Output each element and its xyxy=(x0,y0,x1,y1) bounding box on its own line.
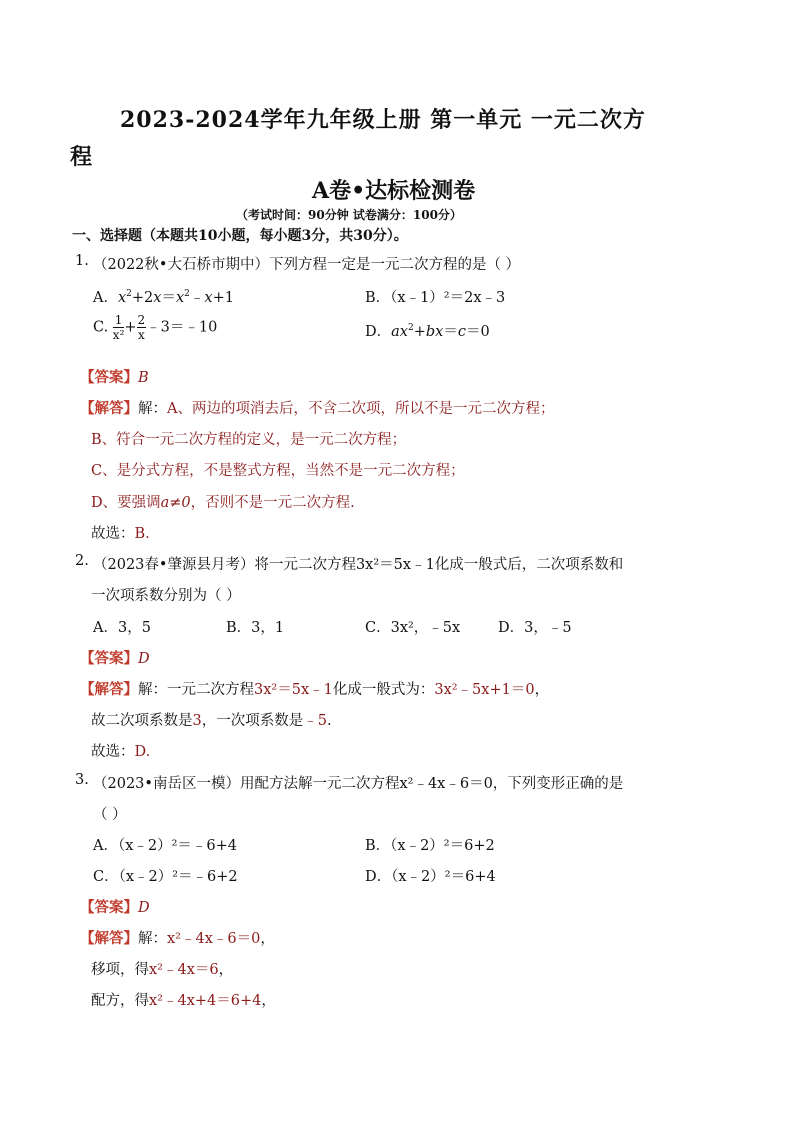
q2-answer: 【答案】D xyxy=(80,650,150,667)
q2-option-c: C．3x²，﹣5x xyxy=(365,620,461,636)
doc-title-line1: 2023-2024学年九年级上册 第一单元 一元二次方 xyxy=(120,107,646,133)
q1-solution-line2: B、符合一元二次方程的定义，是一元二次方程； xyxy=(91,432,407,448)
q1-number: 1. xyxy=(75,253,89,269)
q2-solution-line2: 故二次项系数是3，一次项系数是﹣5. xyxy=(91,713,332,729)
q2-option-d: D．3，﹣5 xyxy=(498,620,572,636)
doc-title-line2: 程 xyxy=(70,144,94,170)
q2-text-line2: 一次项系数分别为（ ） xyxy=(91,588,241,604)
q2-number: 2. xyxy=(75,553,89,569)
q3-option-a: A．（x﹣2）²＝﹣6+4 xyxy=(93,838,238,854)
q1-option-a: A．$x^2+2x=x^2﹣x+1$ xyxy=(93,289,234,306)
fraction-2-over-x: $\frac{2}{x}$ xyxy=(137,313,146,342)
q1-option-b: B．（x﹣1）²＝2x﹣3 xyxy=(365,290,506,306)
q3-option-c: C．（x﹣2）²＝﹣6+2 xyxy=(93,869,238,885)
q1-answer: 【答案】B xyxy=(80,369,149,386)
q3-solution-line1: 【解答】解：x²﹣4x﹣6＝0， xyxy=(80,930,275,947)
section-header: 一、选择题（本题共10小题，每小题3分，共30分）。 xyxy=(72,228,408,244)
q2-text-line1: （2023春•肇源县月考）将一元二次方程3x²＝5x﹣1化成一般式后，二次项系数和 xyxy=(93,557,624,573)
q1-solution-line1: 【解答】解：A、两边的项消去后，不含二次项，所以不是一元二次方程； xyxy=(80,400,555,417)
q1-text: （2022秋•大石桥市期中）下列方程一定是一元二次方程的是（ ） xyxy=(93,257,521,273)
q1-solution-line4: D、要强调a≠0，否则不是一元二次方程. xyxy=(91,495,355,511)
q3-option-d: D．（x﹣2）²＝6+4 xyxy=(365,869,496,885)
q2-option-b: B．3，1 xyxy=(226,620,285,636)
q1-option-d: D．$ax^2+bx=c=0$ xyxy=(365,323,490,340)
q3-solution-line2: 移项，得x²﹣4x＝6， xyxy=(91,962,234,978)
q3-answer: 【答案】D xyxy=(80,899,150,916)
q3-option-b: B．（x﹣2）²＝6+2 xyxy=(365,838,495,854)
exam-info: （考试时间：90分钟 试卷满分：100分） xyxy=(236,208,462,222)
q2-choice: 故选：D. xyxy=(91,744,151,760)
doc-subtitle: A卷•达标检测卷 xyxy=(312,178,476,204)
q1-choice: 故选：B． xyxy=(91,526,160,542)
q1-option-c: C. $\frac{1}{\text{x²}}$ + $\frac{2}{x}$ ﹣3＝﹣10 xyxy=(93,313,218,342)
fraction-1-over-x2: $\frac{1}{\text{x²}}$ xyxy=(112,313,125,342)
q3-number: 3. xyxy=(75,772,89,788)
q2-option-a: A．3，5 xyxy=(93,620,151,636)
q3-text-line2: （ ） xyxy=(93,807,127,823)
q2-solution-line1: 【解答】解：一元二次方程3x²＝5x﹣1化成一般式为：3x²﹣5x+1＝0， xyxy=(80,681,550,698)
q1-solution-line3: C、是分式方程，不是整式方程，当然不是一元二次方程； xyxy=(91,463,465,479)
q3-solution-line3: 配方，得x²﹣4x+4＝6+4， xyxy=(91,993,276,1009)
q3-text-line1: （2023•南岳区一模）用配方法解一元二次方程x²﹣4x﹣6＝0，下列变形正确的是 xyxy=(93,776,624,792)
